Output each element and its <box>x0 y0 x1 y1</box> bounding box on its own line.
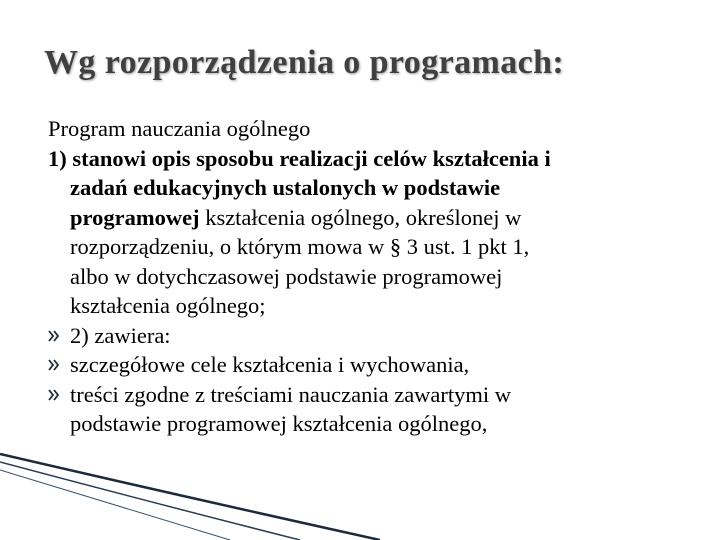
point-1-line-5: albo w dotychczasowej podstawie programowej <box>70 263 503 289</box>
point-1-line-3 <box>48 203 708 233</box>
bullet-text: szczegółowe cele kształcenia i wychowania, <box>70 352 470 377</box>
arrow-bullet-icon <box>48 330 60 342</box>
program-heading: Program nauczania ogólnego <box>48 116 311 141</box>
slide-body <box>48 114 708 439</box>
point-1-line-4: rozporządzeniu, o którym mowa w § 3 ust. 1 pkt 1, <box>70 234 530 259</box>
bullet-item <box>48 321 708 351</box>
bullet-text: treści zgodne z treściami nauczania zawartymi w <box>70 381 512 407</box>
bullet-continuation: podstawie programowej kształcenia ogólnego, <box>70 411 488 436</box>
corner-decoration <box>0 440 380 540</box>
arrow-bullet-icon <box>48 389 60 401</box>
arrow-bullet-icon <box>48 359 60 371</box>
point-1-line-6: kształcenia ogólnego; <box>70 293 266 318</box>
point-1-line-1: 1) stanowi opis sposobu realizacji celów kształcenia i <box>48 145 551 171</box>
bullet-item <box>48 380 708 410</box>
slide-title: Wg rozporządzenia o programach: <box>44 44 565 81</box>
point-1-line-2: zadań edukacyjnych ustalonych w podstawie <box>70 175 501 200</box>
point-1-bold-word: programowej <box>70 204 200 230</box>
bullet-item <box>48 350 708 380</box>
point-1-normal-text: kształcenia ogólnego, określonej w <box>199 204 522 230</box>
bullet-text: 2) zawiera: <box>70 322 171 348</box>
